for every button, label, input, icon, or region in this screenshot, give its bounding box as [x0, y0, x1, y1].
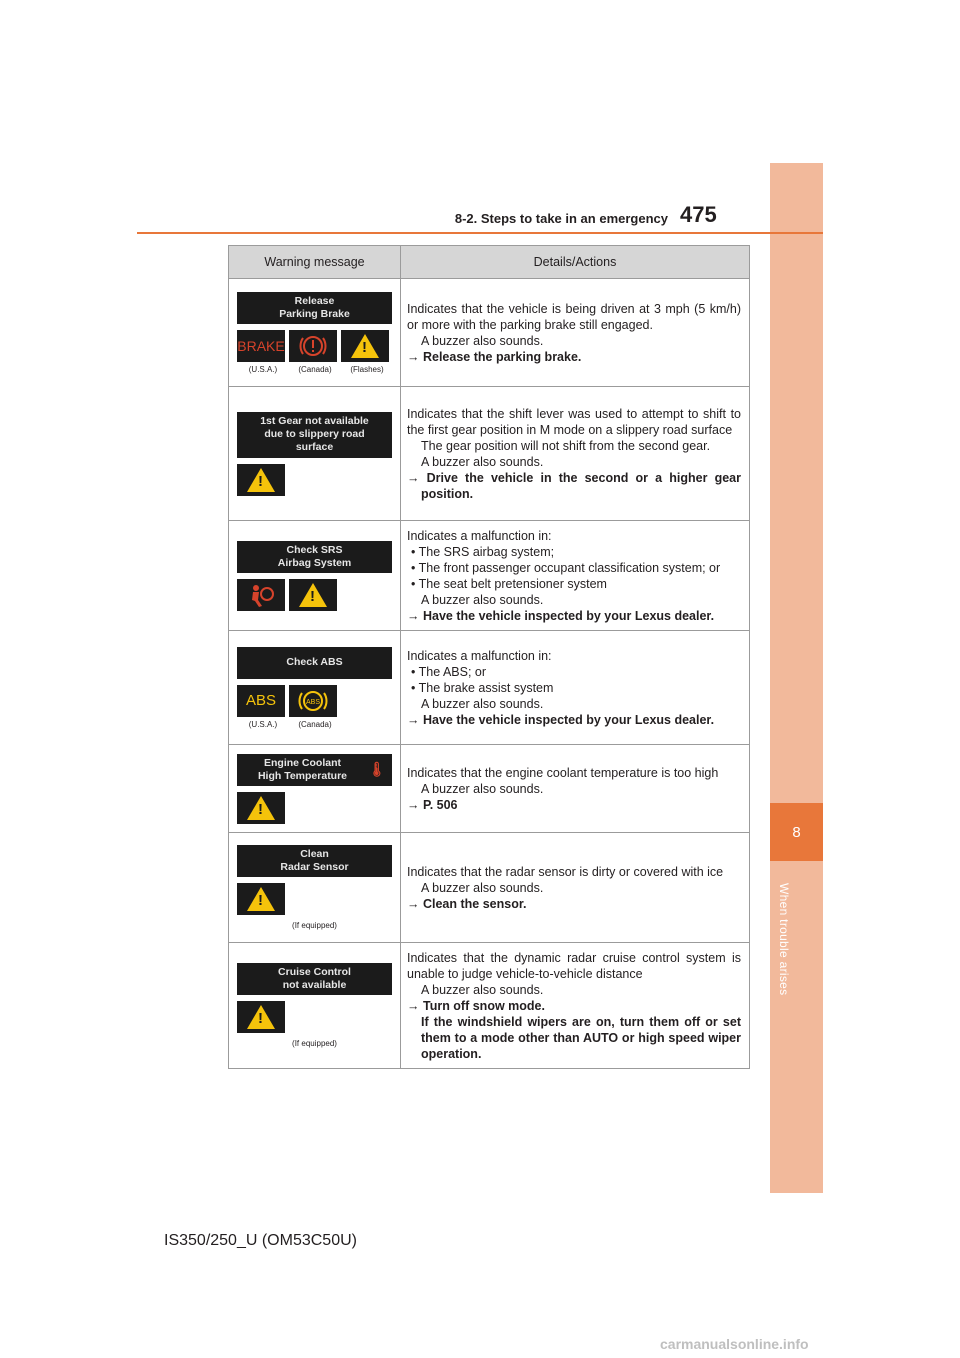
- col-header-warning-message: Warning message: [229, 246, 401, 279]
- display-message: 1st Gear not available due to slippery road surface: [237, 412, 392, 458]
- warning-message-table: [228, 245, 750, 1069]
- table-row: Engine Coolant High Temperature 🌡 ! Indicates that the engine coolant temperature is too high A buzzer also sounds. → P. 506: [229, 745, 750, 833]
- warning-triangle-icon: [289, 579, 337, 611]
- table-row: Release Parking Brake BRAKE ! (U.S.A.) (Canada) (Flashes) Indicates that the vehicle is being driven at 3 mph (5 km/h) or more with the parking brake still engaged. A buzzer also sounds. → Release the parking brake.: [229, 279, 750, 387]
- display-message: Cruise Control not available: [237, 963, 392, 995]
- warning-triangle-icon: [341, 330, 389, 362]
- display-message: Check ABS: [237, 647, 392, 679]
- brake-indicator: BRAKE: [237, 330, 285, 362]
- col-header-details-actions: Details/Actions: [401, 246, 750, 279]
- display-message: Release Parking Brake: [237, 292, 392, 324]
- model-code: IS350/250_U (OM53C50U): [164, 1232, 357, 1249]
- display-message: Clean Radar Sensor: [237, 845, 392, 877]
- table-row: Cruise Control not available ! (If equipped) Indicates that the dynamic radar cruise control system is unable to judge vehicle-to-vehicle distance A buzzer also sounds. → Turn off snow mode. If the windshield wipers are on, turn them off or set them to a mode other than AUTO or high speed wiper operation.: [229, 943, 750, 1069]
- display-message: Engine Coolant High Temperature 🌡: [237, 754, 392, 786]
- table-row: Check SRS Airbag System ! Indicates a malfunction in: • The SRS airbag system; • The front passenger occupant classification system; or • The seat belt pretensioner system A buzzer also sounds. → Have the vehicle inspected by your Lexus dealer.: [229, 521, 750, 631]
- abs-canada-icon: [289, 685, 337, 717]
- section-title: 8-2. Steps to take in an emergency: [454, 211, 668, 226]
- chapter-title: When trouble arises: [777, 883, 791, 996]
- header-rule: [137, 232, 823, 234]
- page-number: 475: [680, 202, 717, 227]
- abs-indicator: ABS: [237, 685, 285, 717]
- svg-text:ABS: ABS: [305, 698, 321, 706]
- chapter-number: 8: [770, 803, 823, 861]
- display-message: Check SRS Airbag System: [237, 541, 392, 573]
- warning-triangle-icon: [237, 883, 285, 915]
- chapter-side-tab: [770, 163, 823, 1193]
- watermark: carmanualsonline.info: [660, 1336, 809, 1352]
- parking-brake-canada-icon: [289, 330, 337, 362]
- coolant-temperature-icon: 🌡: [368, 761, 386, 777]
- table-row: 1st Gear not available due to slippery road surface ! Indicates that the shift lever was used to attempt to shift to the first gear position in M mode on a slippery road surface The gear position will not shift from the second gear. A buzzer also sounds. → Drive the vehicle in the second or a higher gear position.: [229, 387, 750, 521]
- table-row: Clean Radar Sensor ! (If equipped) Indicates that the radar sensor is dirty or covered with ice A buzzer also sounds. → Clean the sensor.: [229, 833, 750, 943]
- table-row: Check ABS ABS ABS (U.S.A.) (Canada) Indicates a malfunction in: • The ABS; or • The brake assist system A buzzer also sounds. → Have the vehicle inspected by your Lexus dealer.: [229, 631, 750, 745]
- warning-triangle-icon: [237, 464, 285, 496]
- warning-triangle-icon: [237, 792, 285, 824]
- warning-triangle-icon: [237, 1001, 285, 1033]
- srs-airbag-icon: [237, 579, 285, 611]
